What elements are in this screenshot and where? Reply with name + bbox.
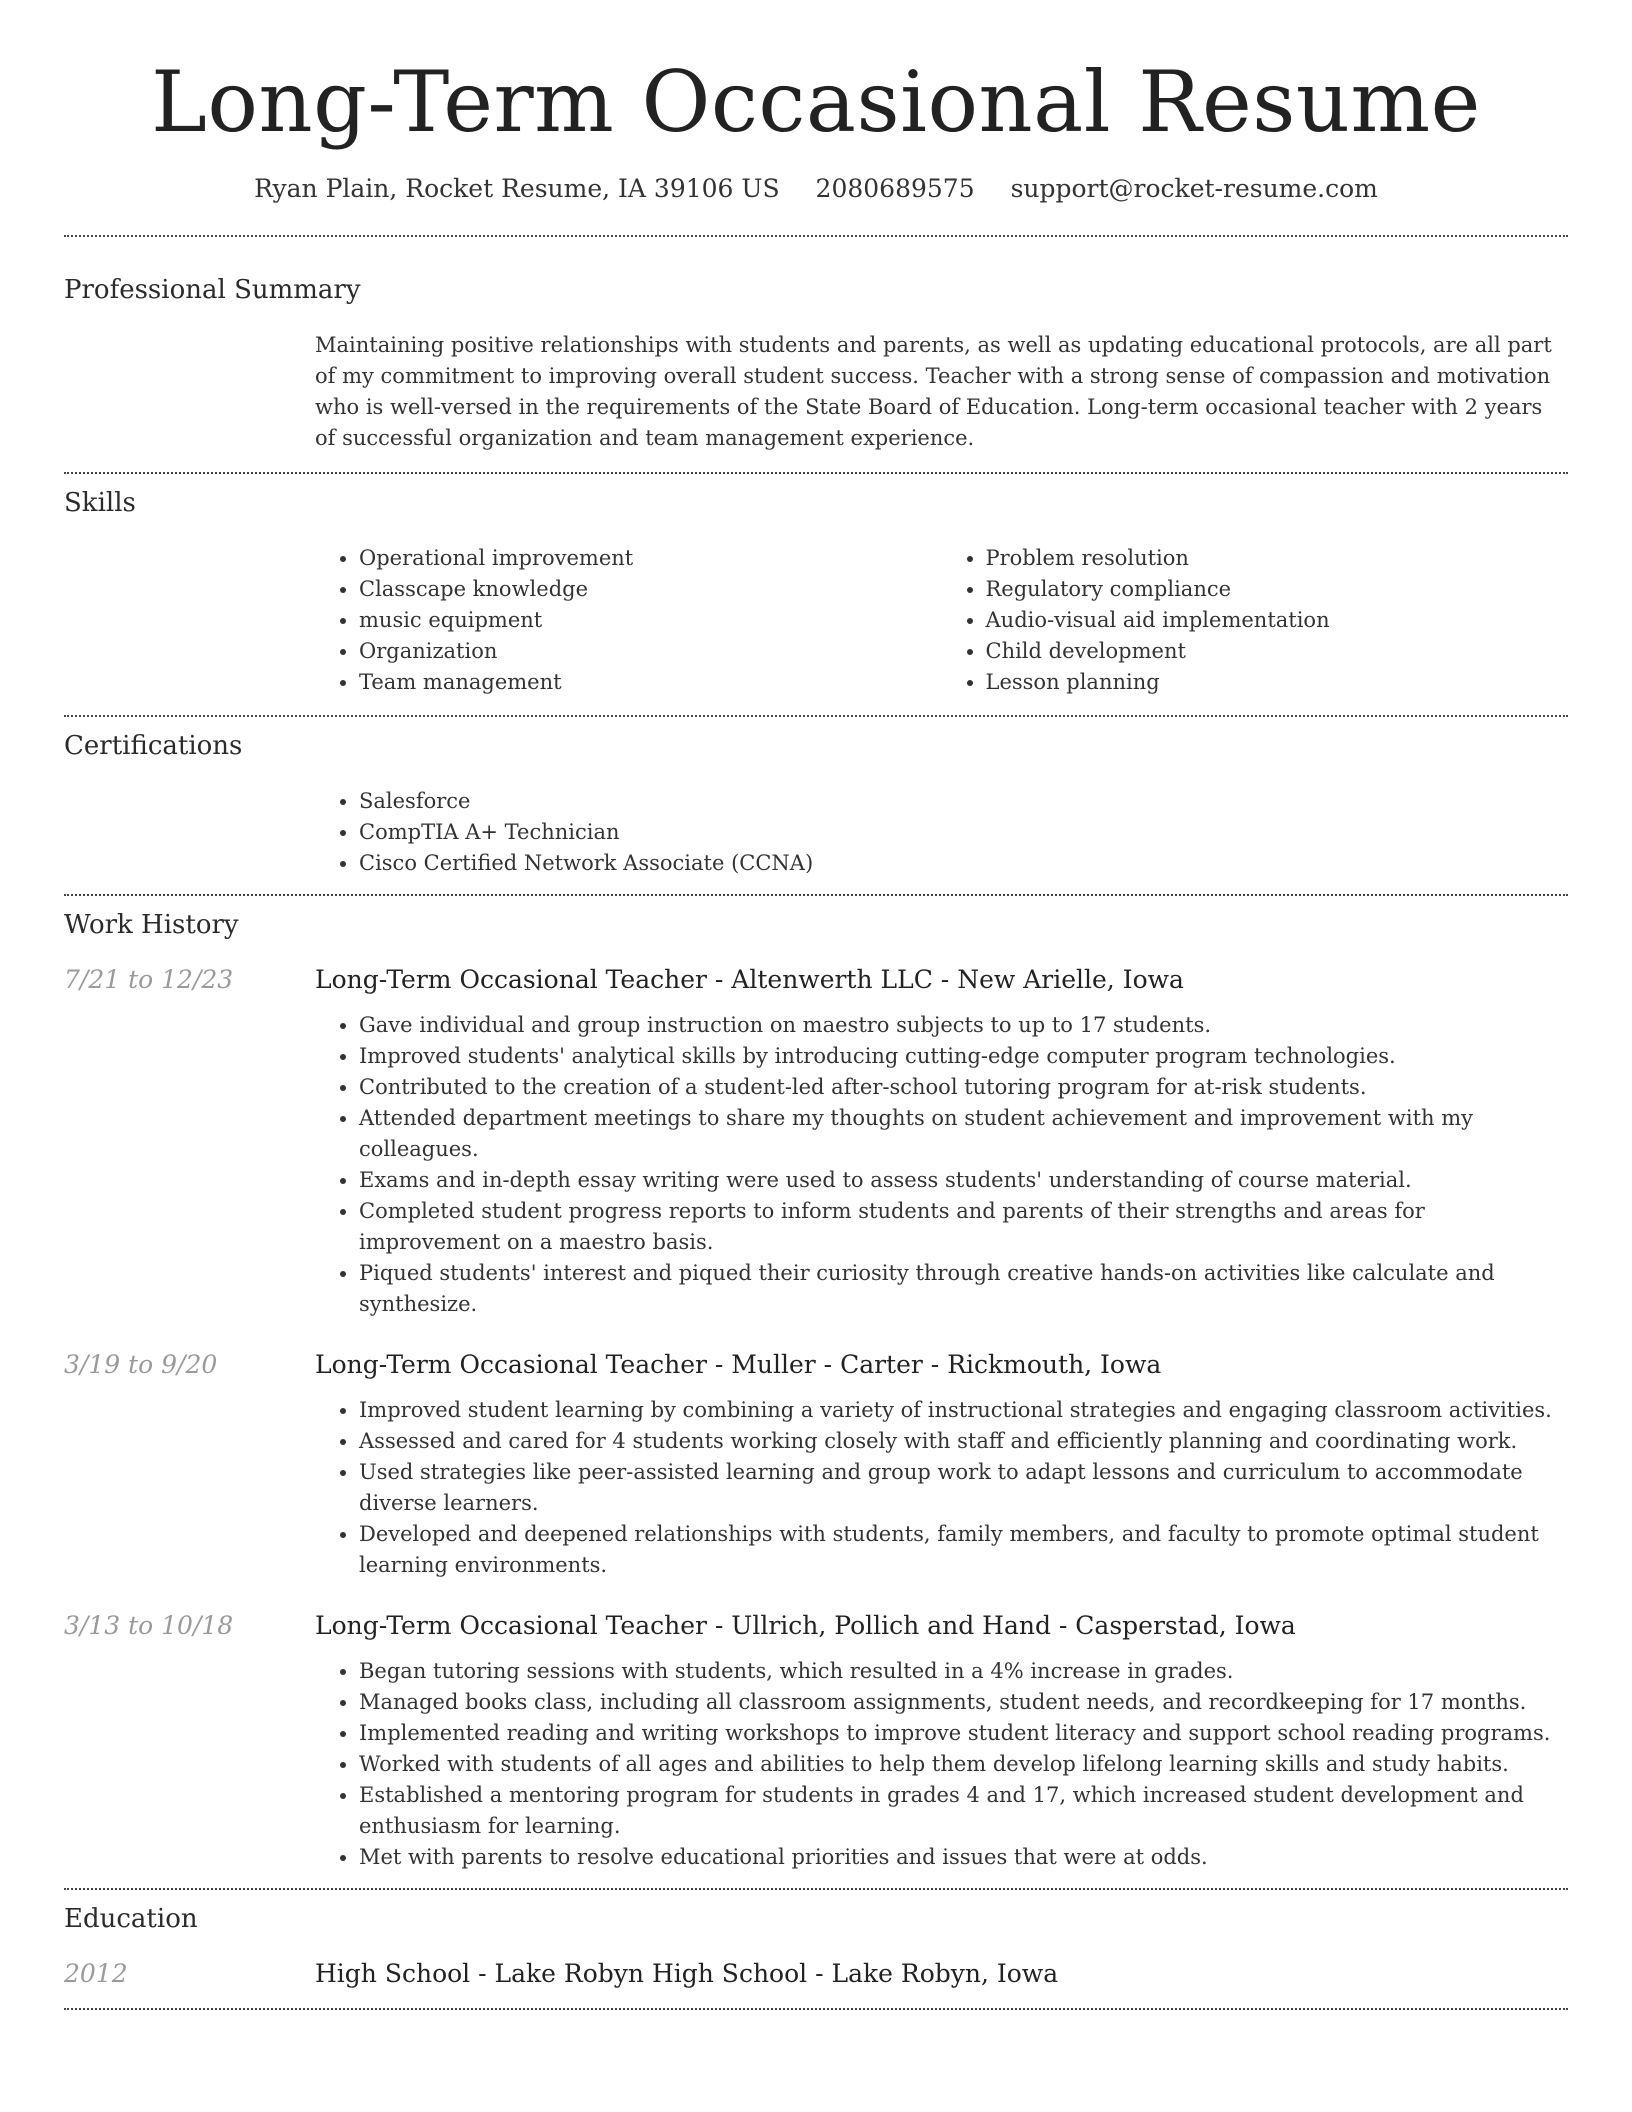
job-entry [64, 1611, 1568, 1873]
section-heading-certifications: Certifications [64, 731, 243, 761]
certification-item: • CompTIA A+ Technician [359, 817, 1568, 848]
job-bullet: • Completed student progress reports to inform students and parents of their strengths and areas for improvement on a maestro basis. [359, 1196, 1568, 1258]
section-heading-education: Education [64, 1904, 198, 1934]
job-bullet: • Attended department meetings to share my thoughts on student achievement and improvement with my colleagues. [359, 1103, 1568, 1165]
certifications-list [315, 786, 1568, 879]
job-bullets [315, 1395, 1568, 1581]
job-bullet: • Developed and deepened relationships with students, family members, and faculty to promote optimal student learning environments. [359, 1519, 1568, 1581]
job-bullet: • Worked with students of all ages and abilities to help them develop lifelong learning skills and study habits. [359, 1749, 1568, 1780]
contact-phone: 2080689575 [815, 174, 975, 203]
job-entry [64, 1350, 1568, 1581]
job-bullet: • Managed books class, including all classroom assignments, student needs, and recordkeeping for 17 months. [359, 1687, 1568, 1718]
divider [64, 2008, 1568, 2010]
job-bullet: • Improved student learning by combining a variety of instructional strategies and engaging classroom activities. [359, 1395, 1568, 1426]
job-dates: 7/21 to 12/23 [64, 965, 234, 994]
job-bullet: • Used strategies like peer-assisted learning and group work to adapt lessons and curriculum to accommodate diverse learners. [359, 1457, 1568, 1519]
skill-item: • Classcape knowledge [359, 574, 942, 605]
resume-title: Long-Term Occasional Resume [151, 53, 1481, 151]
contact-line [64, 174, 1568, 203]
section-heading-work-history: Work History [64, 910, 239, 940]
certification-item: • Salesforce [359, 786, 1568, 817]
job-bullet: • Piqued students' interest and piqued their curiosity through creative hands-on activities like calculate and synthesize. [359, 1258, 1568, 1320]
job-dates: 3/19 to 9/20 [64, 1350, 218, 1379]
skills-list-left [315, 543, 942, 698]
job-title: Long-Term Occasional Teacher - Muller - Carter - Rickmouth, Iowa [315, 1350, 1162, 1379]
skills-section [64, 474, 1568, 715]
skill-item: • Lesson planning [986, 667, 1569, 698]
job-bullet: • Met with parents to resolve educational priorities and issues that were at odds. [359, 1842, 1568, 1873]
job-bullet: • Exams and in-depth essay writing were used to assess students' understanding of course material. [359, 1165, 1568, 1196]
summary-text: Maintaining positive relationships with students and parents, as well as updating educational protocols, are all part of my commitment to improving overall student success. Teacher with a strong sense of compassion and motivation who is well-versed in the requirements of the State Board of Education. Long-term occasional teacher with 2 years of successful organization and team management experience. [315, 333, 1552, 450]
skills-list-right [942, 543, 1569, 698]
job-bullet: • Gave individual and group instruction on maestro subjects to up to 17 students. [359, 1010, 1568, 1041]
contact-email: support@rocket-resume.com [1010, 174, 1378, 203]
certification-item: • Cisco Certified Network Associate (CCNA) [359, 848, 1568, 879]
job-entry [64, 965, 1568, 1320]
education-year: 2012 [64, 1959, 128, 1988]
job-dates: 3/13 to 10/18 [64, 1611, 234, 1640]
contact-address: Ryan Plain, Rocket Resume, IA 39106 US [254, 174, 780, 203]
skill-item: • Operational improvement [359, 543, 942, 574]
job-bullet: • Improved students' analytical skills by introducing cutting-edge computer program technologies. [359, 1041, 1568, 1072]
job-title: Long-Term Occasional Teacher - Altenwerth LLC - New Arielle, Iowa [315, 965, 1184, 994]
work-history-section [64, 896, 1568, 1888]
job-bullets [315, 1010, 1568, 1320]
education-title: High School - Lake Robyn High School - Lake Robyn, Iowa [315, 1959, 1059, 1988]
skill-item: • Regulatory compliance [986, 574, 1569, 605]
skill-item: • music equipment [359, 605, 942, 636]
job-bullet: • Assessed and cared for 4 students working closely with staff and efficiently planning and coordinating work. [359, 1426, 1568, 1457]
section-heading-summary: Professional Summary [64, 275, 361, 305]
skill-item: • Team management [359, 667, 942, 698]
skill-item: • Problem resolution [986, 543, 1569, 574]
education-section [64, 1890, 1568, 2008]
job-title: Long-Term Occasional Teacher - Ullrich, Pollich and Hand - Casperstad, Iowa [315, 1611, 1296, 1640]
job-bullets [315, 1656, 1568, 1873]
summary-section [64, 237, 1568, 472]
job-bullet: • Implemented reading and writing workshops to improve student literacy and support school reading programs. [359, 1718, 1568, 1749]
section-heading-skills: Skills [64, 488, 136, 518]
skill-item: • Child development [986, 636, 1569, 667]
job-bullet: • Began tutoring sessions with students, which resulted in a 4% increase in grades. [359, 1656, 1568, 1687]
skill-item: • Audio-visual aid implementation [986, 605, 1569, 636]
job-bullet: • Established a mentoring program for students in grades 4 and 17, which increased student development and enthusiasm for learning. [359, 1780, 1568, 1842]
skill-item: • Organization [359, 636, 942, 667]
job-bullet: • Contributed to the creation of a student-led after-school tutoring program for at-risk students. [359, 1072, 1568, 1103]
education-entry [64, 1959, 1568, 1988]
certifications-section [64, 717, 1568, 894]
